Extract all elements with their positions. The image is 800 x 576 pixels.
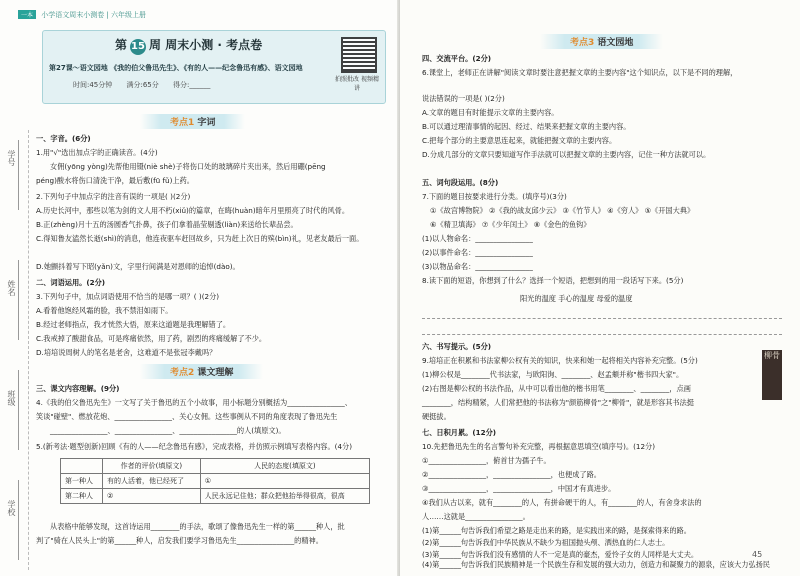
brand-tag: 一本 <box>18 10 36 19</box>
class-line[interactable] <box>18 370 19 450</box>
section-title: 语文园地 <box>597 38 634 48</box>
option-d: D.她颤抖着写下昭(yǎn)文，字里行间满是对恩师的追悼(dào)。 <box>36 262 240 271</box>
section-header-kd2 <box>140 364 263 379</box>
writing-line[interactable] <box>422 318 782 319</box>
table-cell: 第二种人 <box>61 489 103 504</box>
page-number: 45 <box>752 550 763 559</box>
table-cell-answer[interactable]: ① <box>200 474 369 489</box>
question-text[interactable]: 判了"骑在人民头上"的第______种人，启发我们要学习鲁迅先生________________的精神。 <box>36 536 323 545</box>
class-label: 班级 <box>7 390 16 406</box>
section-header-kd1 <box>140 114 245 129</box>
answer-line[interactable]: (4)第______句告诉我们民族精神是一个民族生存和发展的强大动力，创造力和凝聚力的源泉，应该大力弘扬民 <box>422 560 770 569</box>
week-suffix: 周 周末小测 · 考点卷 <box>149 38 263 52</box>
answer-line[interactable]: ①________________，俯首甘为孺子牛。 <box>422 456 551 465</box>
lesson-range: 第27课～语文园地 《我的伯父鲁迅先生》、《有的人——纪念鲁迅有感》、语文园地 <box>49 64 303 72</box>
test-title <box>115 36 262 55</box>
question-heading: 三、课文内容理解。(9分) <box>36 384 120 393</box>
table-header: 人民的态度(填原文) <box>200 459 369 474</box>
question-heading: 二、词语运用。(2分) <box>36 278 106 287</box>
student-id-line[interactable] <box>18 140 19 210</box>
answer-line[interactable]: (2)右图是柳公权的书法作品，从中可以看出他的楷书用笔________、________，点画 <box>422 384 691 393</box>
writing-line[interactable] <box>422 334 782 335</box>
week-number-badge: 15 <box>130 39 146 55</box>
poem-table <box>60 458 370 504</box>
question-heading: 六、书写提示。(5分) <box>422 342 492 351</box>
option-b: B.可以通过理清事情的起因、经过、结果来把握文章的主要内容。 <box>422 122 631 131</box>
answer-line[interactable]: ③________________，________________，中国才有真进步。 <box>422 484 616 493</box>
table-row <box>61 489 370 504</box>
name-label: 姓名 <box>7 280 16 296</box>
qr-code-icon[interactable] <box>341 37 377 73</box>
calligraphy-text: 柳骨 <box>764 351 780 360</box>
phrase-options: 阳光的温度 手心的温度 母爱的温度 <box>520 294 633 303</box>
student-id-label: 学号 <box>7 150 16 166</box>
answer-line[interactable]: (1)第______句告诉我们希望之路是走出来的路，是实践出来的路，是探索得来的路。 <box>422 526 691 535</box>
option-c: C.我戒掉了酸甜食品，可是疼痛依然，用了药，剧烈的疼痛缓解了不少。 <box>36 334 267 343</box>
question-text: 10.先把鲁迅先生的名言警句补充完整，再根据意思填空(填序号)。(12分) <box>422 442 656 451</box>
answer-line[interactable]: (3)第______句告诉我们没有感情的人不一定是真的豪杰，爱怜子女的人同样是大丈夫。 <box>422 550 699 559</box>
answer-line[interactable]: 人……这就是________________。 <box>422 512 530 521</box>
question-text: 8.读下面的短语，你想到了什么？选择一个短语，把想到的用一段话写下来。(5分) <box>422 276 684 285</box>
table-header <box>61 459 103 474</box>
question-heading: 一、字音。(6分) <box>36 134 91 143</box>
option-d: D.分成几部分的文章只要知道写作手法就可以把握文章的主要内容，记住一种方法就可以。 <box>422 150 711 159</box>
answer-line[interactable]: (1)柳公权是________代书法家，与欧阳询、________、赵孟頫并称"楷书四大家"。 <box>422 370 684 379</box>
qr-caption: 拍照批改 视频精讲 <box>335 76 379 92</box>
right-page <box>400 0 800 576</box>
answer-line: 硬挺拔。 <box>422 412 451 421</box>
school-label: 学校 <box>7 500 16 516</box>
option-c: C.把每个部分的主要意思连起来，就能把握文章的主要内容。 <box>422 136 617 145</box>
test-header <box>42 30 386 104</box>
answer-line[interactable]: ________，结构精紧，人们常把他的书法称为"颜筋柳骨"之"柳骨"，就是形容其书法挺 <box>422 398 694 407</box>
option-d: D.培培说周树人的笔名是老舍，这难道不是张冠李戴吗？ <box>36 348 217 357</box>
answer-line[interactable]: (2)以事件命名：________________ <box>422 248 533 257</box>
title-list: ①《故宫博物院》 ②《我的战友邱少云》 ③《竹节人》 ④《穷人》 ⑤《开国大典》 <box>430 206 695 215</box>
question-text[interactable]: 从表格中能够发现，这首诗运用________的手法，歌颂了像鲁迅先生一样的第______种人，批 <box>50 522 345 531</box>
calligraphy-image <box>762 350 782 400</box>
option-c: C.得知鲁友溘然长逝(shì)的消息，他连夜驱车赶回故乡，只为赶上次日的殡(bìn)礼，见老友最后一面。 <box>36 234 364 243</box>
section-title: 字词 <box>197 118 216 128</box>
question-text: 9.培培正在积累和书法家柳公权有关的知识，快来和她一起将相关内容补充完整。(5分) <box>422 356 698 365</box>
question-text: 7.下面的题目按要求进行分类。(填序号)(3分) <box>422 192 567 201</box>
question-text[interactable]: ________________、________________、________________的人(填原文)。 <box>50 426 286 435</box>
question-text: 5.(新考法·题型创新)回顾《有的人——纪念鲁迅有感》，完成表格，并仿照示例填写表格内容。(4分) <box>36 442 353 451</box>
answer-line[interactable]: (1)以人物命名：________________ <box>422 234 533 243</box>
option-a: A.文章的题目有时能提示文章的主要内容。 <box>422 108 559 117</box>
table-header-row <box>61 459 370 474</box>
question-text[interactable]: 笑谈"碰壁"、燃放花炮、________________、关心女佣。这些事例从不同的角度表现了鲁迅先生 <box>36 412 338 421</box>
title-list: ⑥《精卫填海》 ⑦《少年闰土》 ⑧《金色的鱼钩》 <box>430 220 591 229</box>
section-header-kd3 <box>540 34 663 49</box>
table-cell-answer[interactable]: ② <box>103 489 201 504</box>
full-score: 满分:65分 <box>126 81 159 89</box>
section-key: 考点2 <box>170 368 195 378</box>
question-text: 3.下列句子中，加点词语使用不恰当的是哪一项？( )(2分) <box>36 292 220 301</box>
question-text[interactable]: 女佣(yōng yòng)先帮他用镊(niè shè)子将伤口处的玻璃碎片夹出来，然后用硼(pēng <box>50 162 326 171</box>
test-meta <box>73 80 222 90</box>
name-line[interactable] <box>18 260 19 340</box>
score-field[interactable]: 得分:______ <box>173 81 211 89</box>
section-title: 课文理解 <box>197 368 234 378</box>
question-text: 2.下列句子中加点字的注音有误的一项是( )(2分) <box>36 192 191 201</box>
section-key: 考点1 <box>170 118 195 128</box>
question-heading: 五、词句段运用。(8分) <box>422 178 499 187</box>
student-info-strip <box>0 130 29 570</box>
answer-line[interactable]: (2)第______句告诉我们中华民族从不缺少为祖国抛头颅、洒热血的仁人志士。 <box>422 538 670 547</box>
answer-line[interactable]: ②________________，________________，也便成了路。 <box>422 470 601 479</box>
section-key: 考点3 <box>570 38 595 48</box>
answer-line[interactable]: (3)以物品命名：________________ <box>422 262 533 271</box>
table-header: 作者的评价(填原文) <box>103 459 201 474</box>
week-prefix: 第 <box>115 38 128 52</box>
option-b: B.正(zhèng)月十五的汤圆香气扑鼻，孩子们拿着晶莹剔透(liàn)来送给长辈品尝。 <box>36 220 298 229</box>
school-line[interactable] <box>18 480 19 560</box>
option-a: A.历史长河中，那些以笔为剑的文人用不朽(xiǔ)的篇章，在晦(huàn)暗年月里照亮了时代的风骨。 <box>36 206 350 215</box>
question-heading: 七、日积月累。(12分) <box>422 428 497 437</box>
option-a: A.看着他饱经风霜的脸，我不禁泪如雨下。 <box>36 306 173 315</box>
table-cell: 第一种人 <box>61 474 103 489</box>
answer-line[interactable]: ④我们从古以来，就有________的人，有拼命硬干的人，有________的人，有舍身求法的 <box>422 498 702 507</box>
question-text: 6.课堂上，老师正在讲解"阅读文章时要注意把握文章的主要内容"这个知识点，以下是不同的理解， <box>422 68 738 77</box>
table-cell: 人民永远记住他；群众把他抬举得很高，很高 <box>200 489 369 504</box>
question-text: 说法错误的一项是( )(2分) <box>422 94 505 103</box>
option-b: B.经过老师指点，我才恍然大悟，原来这道题是我理解错了。 <box>36 320 231 329</box>
time-limit: 时间:45分钟 <box>73 81 113 89</box>
question-text[interactable]: péng)酸水将伤口清洗干净，最后敷(fū fǔ)上药。 <box>36 176 194 185</box>
table-row <box>61 474 370 489</box>
series-bar <box>18 10 146 20</box>
question-text[interactable]: 4.《我的伯父鲁迅先生》一文写了关于鲁迅的五个小故事，用小标题分别概括为________________、 <box>36 398 352 407</box>
question-text: 1.用"√"选出加点字的正确读音。(4分) <box>36 148 158 157</box>
series-title: 小学语文周末小测卷 | 六年级上册 <box>41 11 147 19</box>
table-cell: 有的人活着，他已经死了 <box>103 474 201 489</box>
question-heading: 四、交流平台。(2分) <box>422 54 492 63</box>
